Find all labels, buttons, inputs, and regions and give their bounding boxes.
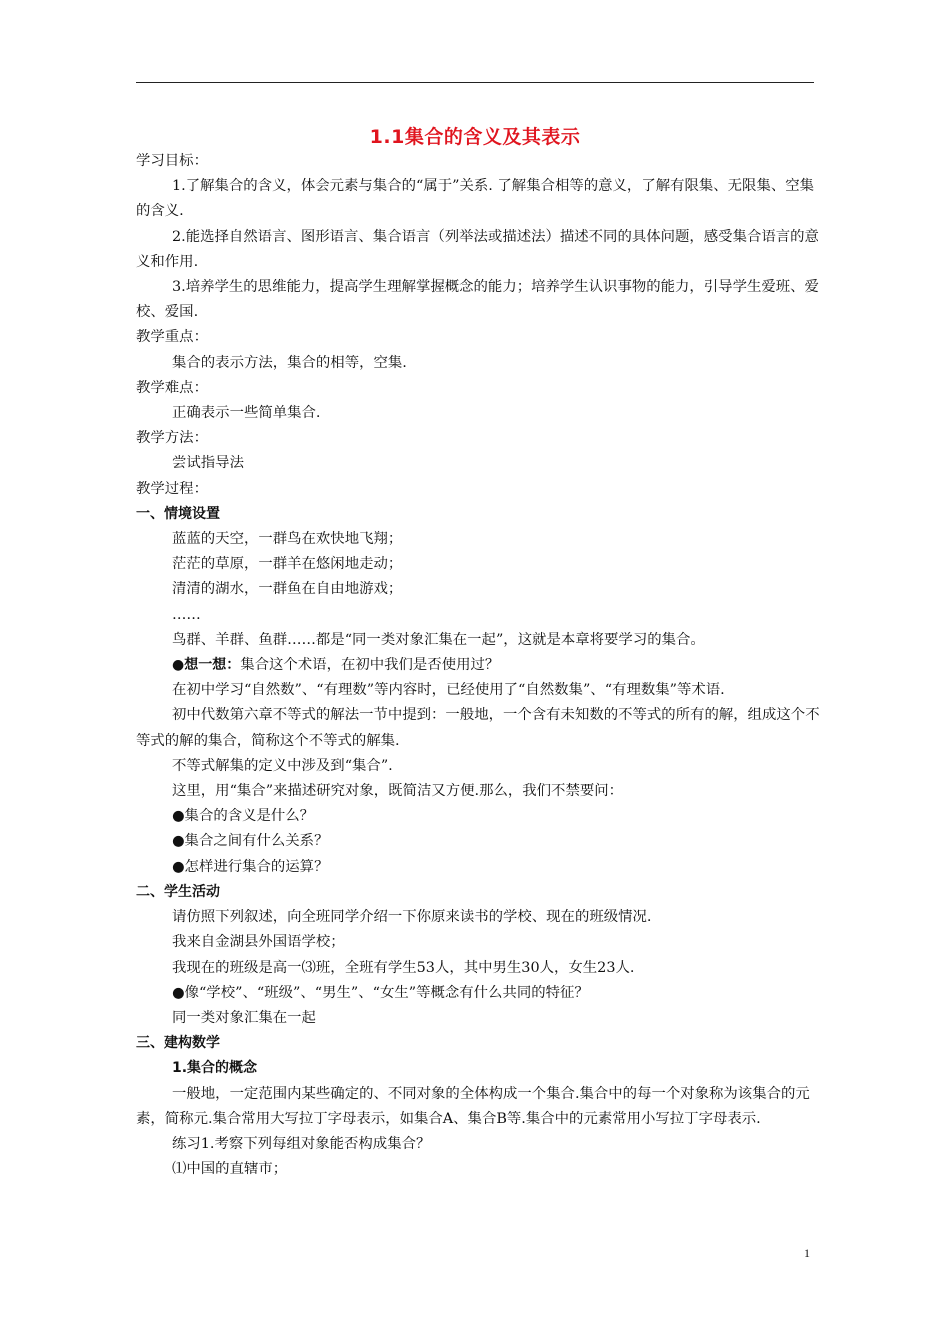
section1-line: 清清的湖水，一群鱼在自由地游戏； bbox=[172, 581, 403, 598]
section1-line: 鸟群、羊群、鱼群……都是“同一类对象汇集在一起”，这就是本章将要学习的集合。 bbox=[172, 631, 705, 648]
question-item: ●怎样进行集合的运算？ bbox=[172, 858, 329, 875]
exercise-item: ⑴中国的直辖市； bbox=[172, 1161, 288, 1178]
process-heading: 教学过程： bbox=[136, 480, 208, 497]
key-points-heading: 教学重点： bbox=[136, 329, 208, 346]
section1-paragraph: 在初中学习“自然数”、“有理数”等内容时，已经使用了“自然数集”、“有理数集”等术语. bbox=[172, 682, 725, 699]
page-title: 1.1集合的含义及其表示 bbox=[369, 126, 581, 148]
objective-2: 2.能选择自然语言、图形语言、集合语言（列举法或描述法）描述不同的具体问题，感受集合语言的意义和作用. bbox=[136, 228, 819, 270]
section3-subheading: 1.集合的概念 bbox=[172, 1060, 258, 1077]
section1-paragraph: 这里，用“集合”来描述研究对象，既简洁又方便.那么，我们不禁要问： bbox=[172, 783, 624, 800]
question-item: ●集合的含义是什么？ bbox=[172, 808, 315, 825]
question-item: ●集合之间有什么关系？ bbox=[172, 833, 329, 850]
section3-heading: 三、建构数学 bbox=[136, 1035, 220, 1052]
method-heading: 教学方法： bbox=[136, 430, 208, 447]
difficulty-text: 正确表示一些简单集合. bbox=[172, 405, 321, 422]
section1-ellipsis: …… bbox=[172, 606, 201, 623]
page-number: 1 bbox=[804, 1246, 810, 1260]
think-label: ●想一想： bbox=[172, 657, 241, 674]
section2-line: 请仿照下列叙述，向全班同学介绍一下你原来读书的学校、现在的班级情况. bbox=[172, 909, 652, 926]
section2-line: 同一类对象汇集在一起 bbox=[172, 1009, 316, 1026]
section1-heading: 一、情境设置 bbox=[136, 505, 220, 522]
section2-line: 我现在的班级是高一⑶班，全班有学生53人，其中男生30人，女生23人. bbox=[172, 959, 635, 976]
section1-paragraph: 初中代数第六章不等式的解法一节中提到：一般地，一个含有未知数的不等式的所有的解，组成这个不等式的解的集合，简称这个不等式的解集. bbox=[136, 707, 820, 749]
section2-heading: 二、学生活动 bbox=[136, 883, 220, 900]
objective-1: 1.了解集合的含义，体会元素与集合的“属于”关系. 了解集合相等的意义，了解有限集、无限集、空集的含义. bbox=[136, 178, 815, 220]
section1-line: 茫茫的草原，一群羊在悠闲地走动； bbox=[172, 556, 403, 573]
section1-paragraph: 不等式解集的定义中涉及到“集合”. bbox=[172, 757, 393, 774]
section2-line: 我来自金湖县外国语学校； bbox=[172, 934, 345, 951]
key-points-text: 集合的表示方法，集合的相等，空集. bbox=[172, 354, 407, 371]
header-rule bbox=[136, 82, 814, 83]
objectives-heading: 学习目标： bbox=[136, 153, 208, 169]
section2-line: ●像“学校”、“班级”、“男生”、“女生”等概念有什么共同的特征？ bbox=[172, 984, 589, 1001]
exercise-line: 练习1.考察下列每组对象能否构成集合？ bbox=[172, 1135, 431, 1152]
difficulty-heading: 教学难点： bbox=[136, 379, 208, 396]
method-text: 尝试指导法 bbox=[172, 455, 244, 472]
think-line bbox=[136, 653, 820, 678]
document-body bbox=[136, 149, 820, 1182]
section3-paragraph: 一般地，一定范围内某些确定的、不同对象的全体构成一个集合.集合中的每一个对象称为该集合的元素，简称元.集合常用大写拉丁字母表示，如集合A、集合B等.集合中的元素常用小写拉丁字母表示. bbox=[136, 1085, 810, 1127]
objective-3: 3.培养学生的思维能力，提高学生理解掌握概念的能力；培养学生认识事物的能力，引导学生爱班、爱校、爱国. bbox=[136, 279, 819, 321]
think-text: 集合这个术语，在初中我们是否使用过？ bbox=[240, 657, 500, 674]
section1-line: 蓝蓝的天空，一群鸟在欢快地飞翔； bbox=[172, 531, 403, 548]
